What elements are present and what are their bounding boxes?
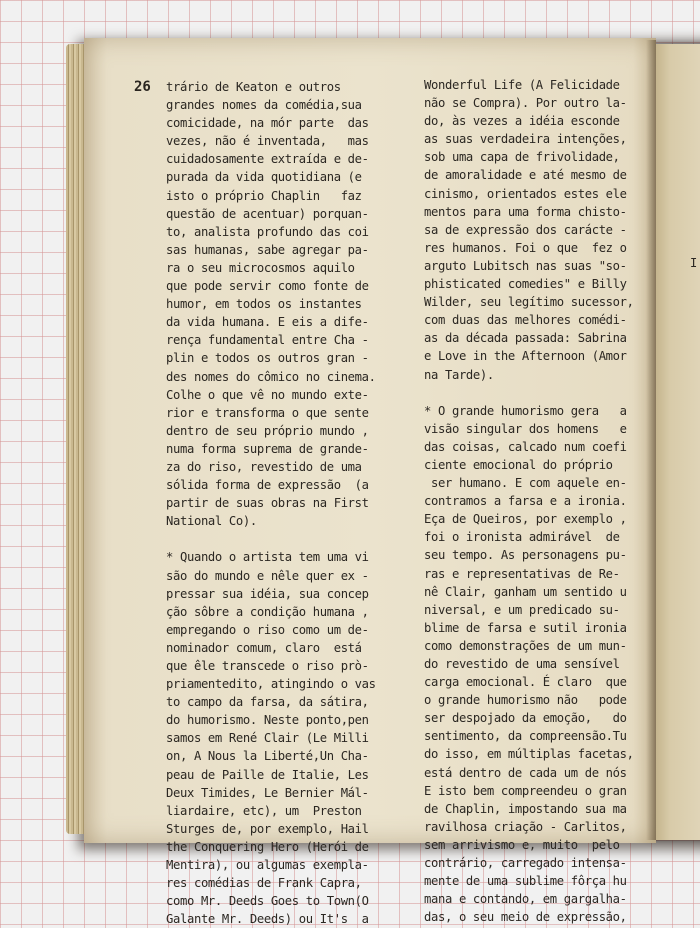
text-line: que pode servir como fonte de <box>166 279 369 294</box>
text-line: mente de uma sublime fôrça hu <box>424 874 627 889</box>
text-line: blime de farsa e sutil ironia <box>424 620 627 635</box>
text-line: contramos a farsa e a ironia. <box>424 494 627 509</box>
text-line: como Mr. Deeds Goes to Town(O <box>166 894 369 909</box>
text-line <box>424 384 634 402</box>
text-line: samos em René Clair (Le Milli <box>166 731 369 746</box>
text-line: ravilhosa criação - Carlitos, <box>424 819 627 834</box>
text-line: comicidade, na mór parte das <box>166 116 369 131</box>
text-line: res comédias de Frank Capra, <box>166 876 362 891</box>
text-line: liardaire, etc), um Preston <box>166 803 362 818</box>
text-line: dentro de seu próprio mundo , <box>166 423 369 438</box>
text-line: the Conquering Hero (Herói de <box>166 839 369 854</box>
text-line: são do mundo e nêle quer ex - <box>166 568 369 583</box>
text-line: não se Compra). Por outro la- <box>424 96 627 111</box>
text-line: Deux Timides, Le Bernier Mál- <box>166 785 369 800</box>
text-line: e Love in the Afternoon (Amor <box>424 349 627 364</box>
text-line: com duas das melhores comédi- <box>424 313 627 328</box>
text-line: do humorismo. Neste ponto,pen <box>166 713 369 728</box>
text-line: pressar sua idéia, sua concep <box>166 586 369 601</box>
text-line: empregando o riso como um de- <box>166 622 369 637</box>
text-line: peau de Paille de Italie, Les <box>166 767 369 782</box>
page-gutter <box>646 40 656 840</box>
text-line: as suas verdadeira intenções, <box>424 132 627 147</box>
text-line: plin e todos os outros gran - <box>166 351 369 366</box>
text-line: * Quando o artista tem uma vi <box>166 550 369 565</box>
text-line: phisticated comedies" e Billy <box>424 277 627 292</box>
text-line: mana e contando, em gargalha- <box>424 892 627 907</box>
text-line: * O grande humorismo gera a <box>424 403 627 418</box>
text-line: priamentedito, atingindo o vas <box>166 677 376 692</box>
text-line: des nomes do cômico no cinema. <box>166 369 376 384</box>
text-line: arguto Lubitsch nas suas "so- <box>424 258 627 273</box>
text-line: ser humano. E com aquele en- <box>424 476 627 491</box>
text-line: cuidadosamente extraída e de- <box>166 152 369 167</box>
text-line: E isto bem compreendeu o gran <box>424 783 627 798</box>
right-text-column <box>424 76 634 926</box>
text-line: Wilder, seu legítimo sucessor, <box>424 295 634 310</box>
text-line: o grande humorismo não pode <box>424 693 627 708</box>
text-line: ra o seu microcosmos aquilo <box>166 260 355 275</box>
text-line: de amoralidade e até mesmo de <box>424 168 627 183</box>
text-line: sem arrivismo e, muito pelo <box>424 837 620 852</box>
text-line: ção sôbre a condição humana , <box>166 604 369 619</box>
text-line: foi o ironista admirável de <box>424 530 620 545</box>
text-line: do, às vezes a idéia esconde <box>424 114 620 129</box>
text-line: questão de acentuar) porquan- <box>166 206 369 221</box>
text-line: as da década passada: Sabrina <box>424 331 627 346</box>
text-line: Mentira), ou algumas exempla- <box>166 858 369 873</box>
text-line: National Co). <box>166 514 257 529</box>
text-line: trário de Keaton e outros <box>166 80 341 94</box>
text-line: visão singular dos homens e <box>424 421 627 436</box>
text-line: cinismo, orientados estes ele <box>424 186 627 201</box>
text-line: está dentro de cada um de nós <box>424 765 627 780</box>
left-text-column <box>166 78 376 928</box>
facing-page-mark: I <box>690 256 698 270</box>
text-line: isto o próprio Chaplin faz <box>166 188 362 203</box>
text-line: Colhe o que vê no mundo exte- <box>166 387 369 402</box>
text-line: das coisas, calcado num coefi <box>424 439 627 454</box>
text-line: rior e transforma o que sente <box>166 405 369 420</box>
text-line: de Chaplin, impostando sua ma <box>424 801 627 816</box>
text-line: mentos para uma forma chisto- <box>424 204 627 219</box>
text-line: ser despojado da emoção, do <box>424 711 627 726</box>
text-line: da vida humana. E eis a dife- <box>166 315 369 330</box>
text-line: nê Clair, ganham um sentido u <box>424 584 627 599</box>
text-line: nominador comum, claro está <box>166 640 362 655</box>
text-line: do revestido de uma sensível <box>424 657 620 671</box>
text-line: za do riso, revestido de uma <box>166 459 362 474</box>
text-line: ras e representativas de Re- <box>424 566 620 581</box>
facing-page-edge <box>652 44 700 840</box>
text-line: humor, em todos os instantes <box>166 297 362 312</box>
text-line: Eça de Queiros, por exemplo , <box>424 512 627 527</box>
text-line: sólida forma de expressão (a <box>166 478 369 493</box>
text-line: res humanos. Foi o que fez o <box>424 240 627 255</box>
text-line: sentimento, da compreensão.Tu <box>424 729 627 744</box>
text-line: vezes, não é inventada, mas <box>166 134 369 149</box>
text-line: purada da vida quotidiana (e <box>166 170 362 185</box>
text-line: numa forma suprema de grande- <box>166 441 369 456</box>
text-line: sa de expressão dos caráctе - <box>424 222 627 237</box>
text-line: on, A Nous la Liberté,Un Cha- <box>166 749 369 764</box>
text-line: ciente emocional do próprio <box>424 457 613 472</box>
page-number: 26 <box>134 79 151 95</box>
text-line: to, analista profundo das coi <box>166 224 369 239</box>
text-line: contrário, carregado intensa- <box>424 856 627 871</box>
text-line: do isso, em múltiplas facetas, <box>424 747 634 762</box>
text-line: Wonderful Life (A Felicidade <box>424 78 620 92</box>
text-line: rença fundamental entre Cha - <box>166 333 369 348</box>
text-line: seu tempo. As personagens pu- <box>424 548 627 563</box>
text-line: grandes nomes da comédia,sua <box>166 98 362 113</box>
text-line <box>166 530 376 548</box>
text-line: to campo da farsa, da sátira, <box>166 695 369 710</box>
text-line: partir de suas obras na First <box>166 496 369 511</box>
text-line: niversal, e um predicado su- <box>424 602 620 617</box>
text-line: sas humanas, sabe agregar pa- <box>166 242 369 257</box>
text-line: Sturges de, por exemplo, Hail <box>166 821 369 836</box>
text-line: como demonstrações de um mun- <box>424 638 627 653</box>
text-line: sob uma capa de frivolidade, <box>424 150 620 165</box>
text-line: das, o seu meio de expressão, <box>424 910 627 925</box>
text-line: carga emocional. É claro que <box>424 675 627 690</box>
text-line: na Tarde). <box>424 367 494 382</box>
text-line: que êle transcede o riso prò- <box>166 659 369 673</box>
text-line: Galante Mr. Deeds) ou It's a <box>166 912 369 927</box>
